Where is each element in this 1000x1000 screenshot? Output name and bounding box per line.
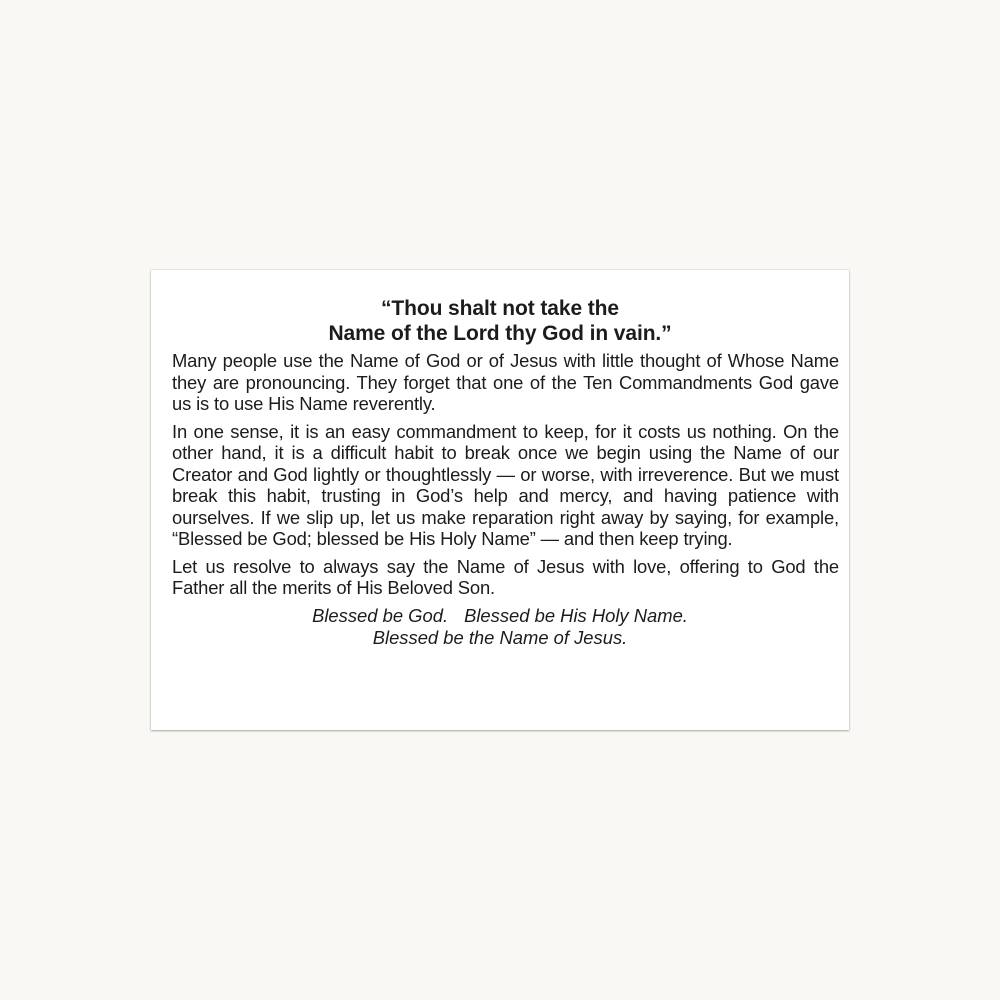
paragraph-3: Let us resolve to always say the Name of Jesus with love, offering to God the Father all the merits of His Beloved Son. [172, 555, 839, 598]
closing-line-1 [172, 605, 828, 627]
paragraph-1: Many people use the Name of God or of Jesus with little thought of Whose Name they are pronouncing. They forget that one of the Ten Commandments God gave us is to use His Name reverently. [172, 350, 839, 414]
title-line-1: “Thou shalt not take the [381, 297, 619, 320]
closing-phrase-2: Blessed be His Holy Name. [464, 604, 688, 626]
card-title [172, 296, 839, 346]
title-line-2: Name of the Lord thy God in vain.” [328, 322, 672, 345]
prayer-card [151, 270, 849, 730]
closing-prayer [172, 605, 839, 649]
closing-phrase-1: Blessed be God. [312, 604, 449, 626]
paragraph-2: In one sense, it is an easy commandment to keep, for it costs us nothing. On the other hand, it is a difficult habit to break once we begin using the Name of our Creator and God lightly or thoughtlessly — or worse, with irreverence. But we must break this habit, trusting in God’s help and mercy, and having patience with ourselves. If we slip up, let us make reparation right away by saying, for example, “Blessed be God; blessed be His Holy Name” — and then keep trying. [172, 420, 839, 549]
closing-line-2: Blessed be the Name of Jesus. [372, 626, 628, 648]
